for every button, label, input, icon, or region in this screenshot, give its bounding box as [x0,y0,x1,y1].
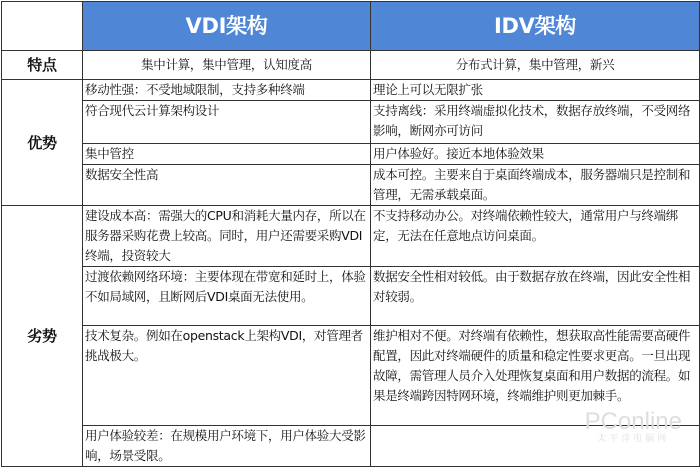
advantage-vdi: 数据安全性高 [83,165,371,206]
header-blank-cell [2,2,83,51]
features-idv: 分布式计算，集中管理，新兴 [371,51,700,80]
disadvantage-row [2,267,700,326]
features-vdi: 集中计算，集中管理，认知度高 [83,51,371,80]
advantages-label: 优势 [2,80,83,206]
header-idv: IDV架构 [371,2,700,51]
disadvantage-vdi: 用户体验较差：在规模用户环境下，用户体验大受影响，场景受限。 [83,426,371,467]
advantage-idv: 支持离线：采用终端虚拟化技术，数据存放终端，不受网络影响，断网亦可访问 [371,101,700,144]
advantage-row [2,80,700,101]
advantage-vdi: 符合现代云计算架构设计 [83,101,371,144]
disadvantage-row [2,206,700,267]
disadvantages-label: 劣势 [2,206,83,467]
advantage-row [2,101,700,144]
advantage-idv: 用户体验好。接近本地体验效果 [371,144,700,165]
watermark-sub: 太平洋电脑网 [597,433,670,443]
pconline-watermark [584,408,682,443]
watermark-brand: PConline [584,408,682,435]
features-label: 特点 [2,51,83,80]
comparison-table [1,1,700,467]
advantage-idv: 成本可控。主要来自于桌面终端成本，服务器端只是控制和管理，无需承载桌面。 [371,165,700,206]
advantage-vdi: 集中管控 [83,144,371,165]
disadvantage-vdi: 建设成本高：需强大的CPU和消耗大量内存，所以在服务器采购花费上较高。同时，用户还需要采购VDI终端，投资较大 [83,206,371,267]
disadvantage-idv: 维护相对不便。对终端有依赖性，想获取高性能需要高硬件配置，因此对终端硬件的质量和稳定性要求更高。一旦出现故障，需管理人员介入处理恢复桌面和用户数据的流程。如果是终端跨因特网环境，终端维护则更加棘手。 [371,326,700,426]
advantage-vdi: 移动性强：不受地域限制，支持多种终端 [83,80,371,101]
disadvantage-vdi: 技术复杂。例如在openstack上架构VDI，对管理者挑战极大。 [83,326,371,426]
disadvantage-vdi: 过渡依赖网络环境：主要体现在带宽和延时上，体验不如局域网，且断网后VDI桌面无法使用。 [83,267,371,326]
header-row [2,2,700,51]
disadvantage-idv: 数据安全性相对较低。由于数据存放在终端，因此安全性相对较弱。 [371,267,700,326]
advantage-row [2,165,700,206]
advantage-idv: 理论上可以无限扩张 [371,80,700,101]
advantage-row [2,144,700,165]
header-vdi: VDI架构 [83,2,371,51]
disadvantage-idv: 不支持移动办公。对终端依赖性较大，通常用户与终端绑定，无法在任意地点访问桌面。 [371,206,700,267]
features-row [2,51,700,80]
